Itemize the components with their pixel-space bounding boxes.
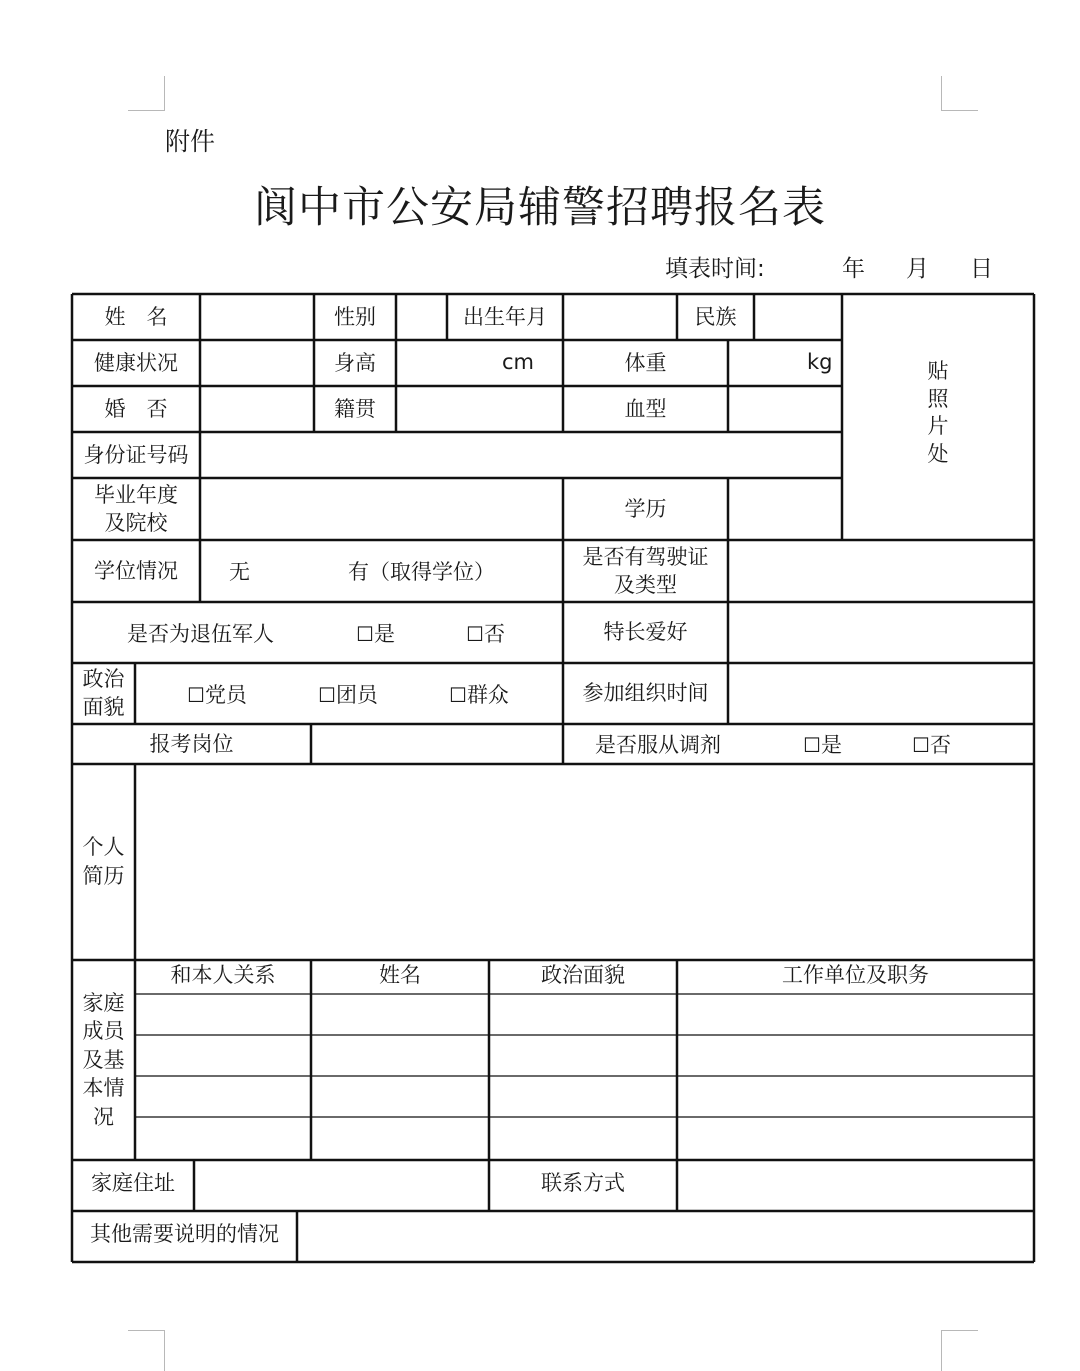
party-member-checkbox[interactable] <box>187 679 247 709</box>
other-label: 其他需要说明的情况 <box>90 1221 279 1246</box>
education-label: 学历 <box>624 496 667 521</box>
obey-adjust-no-checkbox[interactable] <box>912 729 951 759</box>
obey-adjust-yes-checkbox[interactable] <box>803 729 842 759</box>
family-col-relation: 和本人关系 <box>170 962 276 987</box>
degree-has-option[interactable]: 有（取得学位） <box>348 560 495 584</box>
veteran-no-checkbox[interactable] <box>466 618 505 648</box>
ethnicity-label: 民族 <box>694 304 737 329</box>
fill-time-label: 填表时间: <box>665 256 765 282</box>
specialty-label: 特长爱好 <box>603 620 688 645</box>
id-number-label: 身份证号码 <box>83 442 189 467</box>
other-field[interactable] <box>299 1213 1032 1260</box>
join-time-label: 参加组织时间 <box>582 681 709 706</box>
id-number-field[interactable] <box>202 434 840 476</box>
masses-checkbox[interactable] <box>449 679 509 709</box>
weight-label: 体重 <box>624 350 667 375</box>
resume-label: 个人 简历 <box>82 834 125 888</box>
address-label: 家庭住址 <box>91 1170 175 1195</box>
native-place-field[interactable] <box>398 388 561 430</box>
contact-field[interactable] <box>679 1162 1032 1209</box>
family-col-political: 政治面貌 <box>541 962 625 987</box>
gender-field[interactable] <box>398 296 445 338</box>
weight-unit: kg <box>807 350 833 374</box>
contact-label: 联系方式 <box>541 1170 625 1195</box>
family-label: 家庭 成员 及基 本情 况 <box>82 990 125 1129</box>
veteran-yes-checkbox[interactable] <box>356 618 395 648</box>
degree-label: 学位情况 <box>94 558 178 583</box>
license-field[interactable] <box>730 542 1032 600</box>
obey-adjust-no-label: 否 <box>929 733 951 757</box>
veteran-label: 是否为退伍军人 <box>127 622 274 646</box>
obey-adjust-yes-label: 是 <box>820 733 842 757</box>
birth-label: 出生年月 <box>463 304 547 329</box>
native-place-label: 籍贯 <box>334 396 376 421</box>
photo-area-label[interactable]: 贴 照 片 处 <box>927 359 949 467</box>
year-label: 年 <box>842 256 865 282</box>
gender-label: 性别 <box>334 304 376 329</box>
obey-adjust-label: 是否服从调剂 <box>595 733 721 757</box>
masses-label: 群众 <box>466 683 509 707</box>
join-time-field[interactable] <box>730 665 1032 722</box>
birth-field[interactable] <box>565 296 675 338</box>
license-label: 是否有驾驶证 及类型 <box>582 544 709 597</box>
family-col-name: 姓名 <box>379 962 421 987</box>
position-field[interactable] <box>313 726 561 762</box>
education-field[interactable] <box>730 480 840 538</box>
blood-type-field[interactable] <box>730 388 840 430</box>
day-label: 日 <box>970 256 993 282</box>
party-member-label: 党员 <box>204 683 247 707</box>
league-member-label: 团员 <box>335 683 378 707</box>
league-member-checkbox[interactable] <box>318 679 378 709</box>
height-unit: cm <box>502 350 535 374</box>
name-label: 姓 名 <box>104 304 168 329</box>
marital-field[interactable] <box>202 388 312 430</box>
family-col-work: 工作单位及职务 <box>782 962 929 987</box>
degree-none-option[interactable]: 无 <box>229 560 250 584</box>
specialty-field[interactable] <box>730 604 1032 661</box>
graduation-field[interactable] <box>202 480 561 538</box>
name-field[interactable] <box>202 296 312 338</box>
page-title: 阆中市公安局辅警招聘报名表 <box>254 183 826 233</box>
resume-field[interactable] <box>137 766 1032 958</box>
health-label: 健康状况 <box>94 350 178 375</box>
political-label: 政治 面貌 <box>82 667 125 719</box>
blood-type-label: 血型 <box>624 396 667 421</box>
ethnicity-field[interactable] <box>756 296 840 338</box>
month-label: 月 <box>906 256 929 282</box>
veteran-no-label: 否 <box>483 622 505 646</box>
attachment-label: 附件 <box>165 127 216 156</box>
height-label: 身高 <box>334 350 376 375</box>
marital-label: 婚 否 <box>104 396 168 421</box>
address-field[interactable] <box>196 1162 487 1209</box>
graduation-label: 毕业年度 及院校 <box>94 482 178 535</box>
position-label: 报考岗位 <box>149 731 234 756</box>
veteran-yes-label: 是 <box>373 622 395 646</box>
health-field[interactable] <box>202 342 312 384</box>
